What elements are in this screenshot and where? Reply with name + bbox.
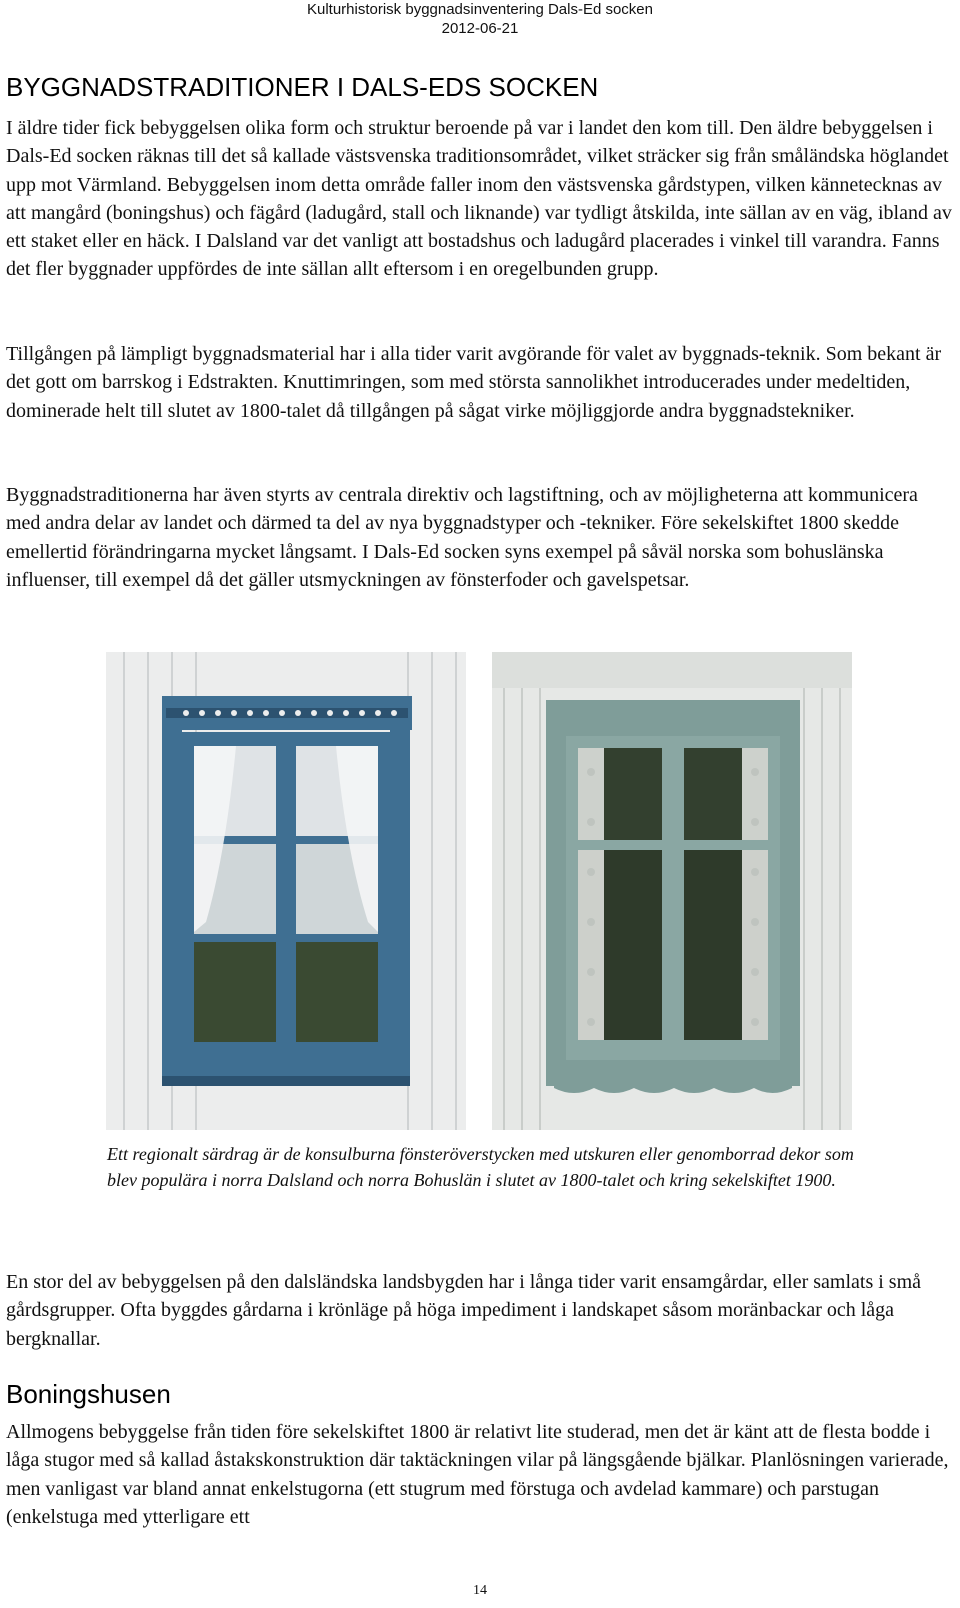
blue-window-photo: [106, 652, 466, 1130]
photo-caption: Ett regionalt särdrag är de konsulburna fönsteröverstycken med utskuren eller genomborrad dekor som blev populära i norra Dalsland och norra Bohuslän i slutet av 1800-talet och kring sekelskiftet 1900.: [107, 1144, 854, 1190]
running-header: [0, 0, 960, 38]
header-title: Kulturhistorisk byggnadsinventering Dals-Ed socken: [306, 1, 653, 18]
green-window-photo: [492, 652, 852, 1130]
page-number: 14: [473, 1583, 487, 1598]
intro-paragraph: I äldre tider fick bebyggelsen olika form och struktur beroende på var i landet den kom till. Den äldre bebyggelsen i Dals-Ed socken räknas till det så kallade västsvenska traditionsområdet, vilket sträcker sig från småländska höglandet upp mot Värmland. Bebyggelsen inom detta område faller inom den västsvenska gårdstypen, vilken kännetecknas av att mangård (boningshus) och fägård (ladugård, stall och liknande) var tydligt åtskilda, inte sällan av en väg, ibland av ett staket eller en häck. I Dalsland var det vanligt att bostadshus och ladugård placerades i vinkel till varandra. Fanns det fler byggnader uppfördes de inte sällan allt eftersom i en oregelbunden grupp.: [6, 117, 952, 281]
traditions-paragraph: Byggnadstraditionerna har även styrts av centrala direktiv och lagstiftning, och av möjligheterna att kommunicera med andra delar av landet och därmed ta del av nya byggnadstyper och -tekniker. Före sekelskiftet 1800 skedde emellertid förändringarna mycket långsamt. I Dals-Ed socken syns exempel på såväl norska som bohuslänska influenser, till exempel då det gäller utsmyckningen av fönsterfoder och gavelspetsar.: [6, 484, 918, 591]
section-heading: BYGGNADSTRADITIONER I DALS-EDS SOCKEN: [6, 72, 599, 102]
settlement-paragraph: En stor del av bebyggelsen på den dalsländska landsbygden har i långa tider varit ensamgårdar, eller samlats i små gårdsgrupper. Ofta byggdes gårdarna i krönläge på höga impediment i landskapet såsom moränbackar och låga bergknallar.: [6, 1271, 922, 1350]
header-date: 2012-06-21: [441, 20, 519, 37]
subsection-heading: Boningshusen: [6, 1379, 171, 1409]
dwellings-paragraph: Allmogens bebyggelse från tiden före sekelskiftet 1800 är relativt lite studerad, men det är känt att de flesta bodde i låga stugor med så kallad åstakskonstruktion där taktäckningen vilar på längsgående bjälkar. Planlösningen varierade, men vanligast var bland annat enkelstugorna (ett stugrum med förstuga och avdelad kammare) och parstugan (enkelstuga med ytterligare ett: [6, 1421, 949, 1528]
material-paragraph: Tillgången på lämpligt byggnadsmaterial har i alla tider varit avgörande för valet av byggnads-teknik. Som bekant är det gott om barrskog i Edstrakten. Knuttimringen, som med största sannolikhet introducerades under medeltiden, dominerade helt till slutet av 1800-talet då tillgången på sågat virke möjliggjorde andra byggnadstekniker.: [6, 343, 942, 422]
